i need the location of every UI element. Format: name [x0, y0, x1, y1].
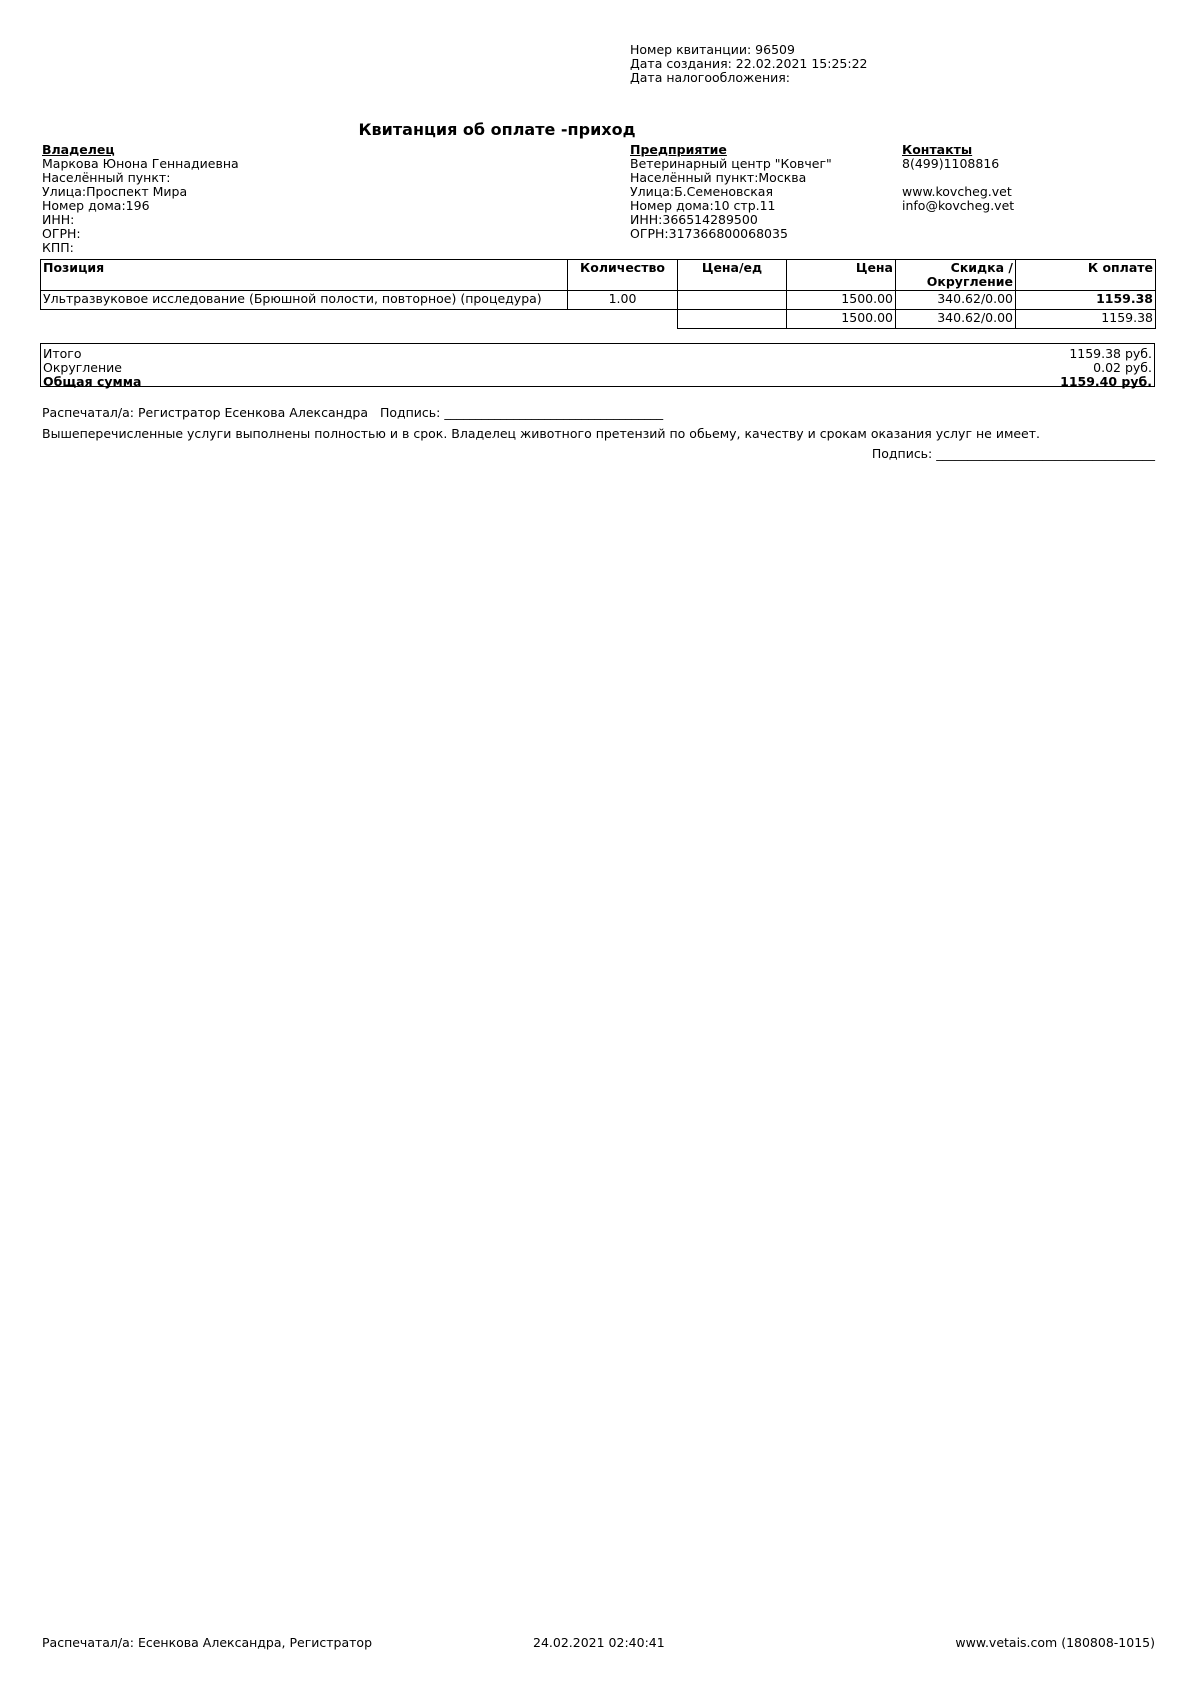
totals-rounding-label: Округление: [43, 360, 122, 375]
totals-total-row: [43, 375, 1152, 389]
printed-by-signature: Распечатал/а: Регистратор Есенкова Александра Подпись: ___________________________________: [42, 405, 664, 420]
company-name: Ветеринарный центр "Ковчег": [630, 156, 832, 171]
company-ogrn: ОГРН:317366800068035: [630, 226, 788, 241]
service-statement: Вышеперечисленные услуги выполнены полностью и в срок. Владелец животного претензий по обьему, качеству и срокам оказания услуг не имеет.: [42, 426, 1041, 441]
header-discount-line2: Округление: [926, 274, 1013, 289]
header-discount: [896, 260, 1016, 291]
subtotal-row: [41, 310, 1156, 329]
footer-app: www.vetais.com (180808-1015): [955, 1635, 1155, 1650]
company-inn: ИНН:366514289500: [630, 212, 758, 227]
header-quantity: Количество: [568, 260, 678, 291]
receipt-created-date: Дата создания: 22.02.2021 15:25:22: [630, 56, 868, 71]
items-table: [40, 259, 1156, 329]
company-locality: Населённый пункт:Москва: [630, 170, 807, 185]
cell-discount: 340.62/0.00: [896, 291, 1016, 310]
contacts-phone: 8(499)1108816: [902, 156, 1000, 171]
contacts-heading: Контакты: [902, 142, 973, 157]
company-house: Номер дома:10 стр.11: [630, 198, 776, 213]
contacts-email: info@kovcheg.vet: [902, 198, 1015, 213]
subtotal-price: 1500.00: [787, 310, 896, 329]
cell-to-pay: 1159.38: [1016, 291, 1156, 310]
contacts-block: [902, 143, 1014, 213]
owner-name: Маркова Юнона Геннадиевна: [42, 156, 239, 171]
owner-house: Номер дома:196: [42, 198, 150, 213]
owner-kpp: КПП:: [42, 240, 74, 255]
totals-subtotal-row: [43, 347, 1152, 361]
company-heading: Предприятие: [630, 142, 727, 157]
owner-locality: Населённый пункт:: [42, 170, 171, 185]
cell-price: 1500.00: [787, 291, 896, 310]
header-discount-line1: Скидка /: [950, 260, 1013, 275]
receipt-number: Номер квитанции: 96509: [630, 42, 795, 57]
subtotal-discount: 340.62/0.00: [896, 310, 1016, 329]
receipt-meta: [630, 43, 868, 85]
owner-ogrn: ОГРН:: [42, 226, 81, 241]
header-to-pay: К оплате: [1016, 260, 1156, 291]
header-unit-price: Цена/ед: [678, 260, 787, 291]
footer-printed-at: 24.02.2021 02:40:41: [533, 1635, 665, 1650]
totals-rounding-value: 0.02 руб.: [1093, 360, 1152, 375]
owner-inn: ИНН:: [42, 212, 75, 227]
cell-position: Ультразвуковое исследование (Брюшной полости, повторное) (процедура): [41, 291, 568, 310]
owner-heading: Владелец: [42, 142, 115, 157]
company-street: Улица:Б.Семеновская: [630, 184, 773, 199]
owner-block: [42, 143, 239, 255]
totals-subtotal-label: Итого: [43, 346, 82, 361]
table-header-row: [41, 260, 1156, 291]
contacts-site: www.kovcheg.vet: [902, 184, 1012, 199]
cell-unit-price: [678, 291, 787, 310]
table-row: [41, 291, 1156, 310]
totals-total-label: Общая сумма: [43, 374, 142, 389]
totals-total-value: 1159.40 руб.: [1060, 374, 1152, 389]
page-title: Квитанция об оплате -приход: [358, 120, 636, 139]
cell-quantity: 1.00: [568, 291, 678, 310]
header-price: Цена: [787, 260, 896, 291]
subtotal-to-pay: 1159.38: [1016, 310, 1156, 329]
totals-box: [40, 343, 1155, 387]
company-block: [630, 143, 832, 241]
receipt-tax-date: Дата налогообложения:: [630, 70, 790, 85]
header-position: Позиция: [41, 260, 568, 291]
owner-street: Улица:Проспект Мира: [42, 184, 188, 199]
totals-rounding-row: [43, 361, 1152, 375]
footer-printed-by: Распечатал/а: Есенкова Александра, Регистратор: [42, 1635, 372, 1650]
totals-subtotal-value: 1159.38 руб.: [1069, 346, 1152, 361]
owner-signature: Подпись: ___________________________________: [871, 446, 1155, 461]
